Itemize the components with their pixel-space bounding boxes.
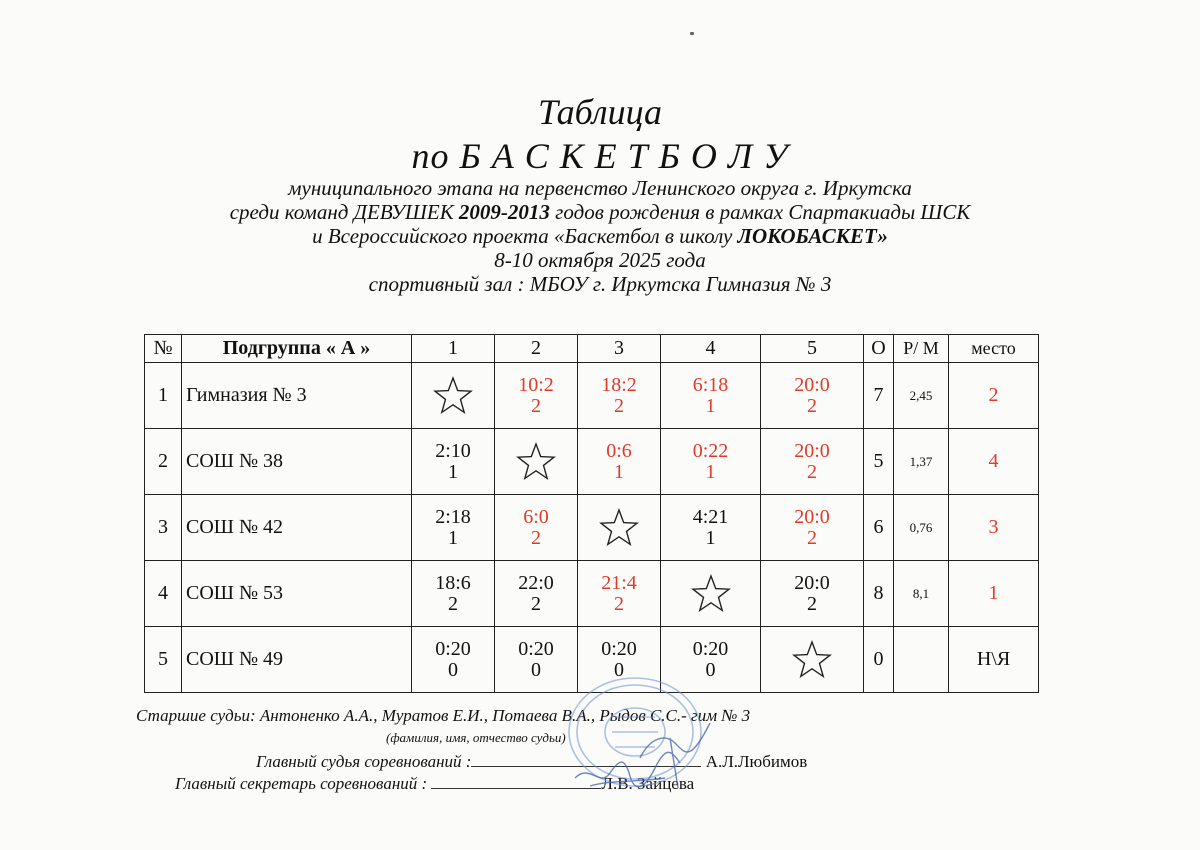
table-body — [145, 363, 1039, 693]
doc-title: Таблица — [537, 92, 663, 132]
score-ratio: 8,1 — [894, 561, 949, 627]
match-points: 2 — [531, 592, 541, 615]
match-score: 20:0 — [794, 439, 830, 462]
match-points: 1 — [448, 460, 458, 483]
header-col-1: 1 — [412, 335, 495, 363]
match-score: 0:20 — [518, 637, 554, 660]
match-points: 2 — [807, 460, 817, 483]
row-num: 2 — [145, 429, 182, 495]
subtitle-line-3: и Всероссийского проекта «Баскетбол в школу ЛОКОБАСКЕТ» — [312, 224, 888, 248]
match-points: 1 — [614, 460, 624, 483]
table-row — [145, 561, 1039, 627]
speck — [690, 32, 694, 35]
match-points: 2 — [614, 592, 624, 615]
match-result-cell — [578, 561, 661, 627]
match-result-cell — [578, 363, 661, 429]
table-row — [145, 429, 1039, 495]
match-result-cell — [412, 627, 495, 693]
match-score: 0:6 — [606, 439, 632, 462]
score-ratio: 0,76 — [894, 495, 949, 561]
match-points: 1 — [448, 526, 458, 549]
senior-judges-line: Старшие судьи: Антоненко А.А., Муратов Е.И., Потаева В.А., Рыдов С.С.- гим № 3 — [136, 706, 751, 725]
total-points: 0 — [864, 627, 894, 693]
total-points: 8 — [864, 561, 894, 627]
star-icon — [516, 442, 556, 482]
match-result-cell — [495, 363, 578, 429]
self-match-cell — [578, 495, 661, 561]
match-score: 2:10 — [435, 439, 471, 462]
match-score: 21:4 — [601, 571, 637, 594]
match-score: 4:21 — [692, 505, 729, 528]
table-row — [145, 495, 1039, 561]
final-place: 4 — [949, 429, 1039, 495]
match-points: 0 — [705, 658, 716, 681]
dates-line: 8-10 октября 2025 года — [494, 248, 706, 272]
match-score: 22:0 — [518, 571, 554, 594]
match-result-cell — [761, 561, 864, 627]
match-points: 2 — [807, 526, 817, 549]
match-result-cell — [761, 429, 864, 495]
row-num: 3 — [145, 495, 182, 561]
team-name: СОШ № 49 — [182, 627, 412, 693]
match-result-cell — [761, 363, 864, 429]
team-name: СОШ № 42 — [182, 495, 412, 561]
match-score: 6:18 — [692, 373, 729, 396]
team-name: СОШ № 53 — [182, 561, 412, 627]
score-ratio — [894, 627, 949, 693]
final-place: Н\Я — [949, 627, 1039, 693]
match-result-cell — [661, 429, 761, 495]
signature — [570, 718, 720, 798]
match-result-cell — [761, 495, 864, 561]
self-match-cell — [761, 627, 864, 693]
star-icon — [433, 376, 473, 416]
match-result-cell — [578, 429, 661, 495]
header-num: № — [145, 335, 182, 363]
header-ratio: Р/ М — [894, 335, 949, 363]
match-points: 0 — [614, 658, 624, 681]
header-col-4: 4 — [661, 335, 761, 363]
judges-note: (фамилия, имя, отчество судьи) — [386, 730, 566, 745]
star-icon — [792, 640, 832, 680]
venue-line: спортивный зал : МБОУ г. Иркутска Гимназия № 3 — [368, 272, 832, 296]
match-points: 2 — [448, 592, 458, 615]
header-col-3: 3 — [578, 335, 661, 363]
subtitle-line-1: муниципального этапа на первенство Ленинского округа г. Иркутска — [288, 176, 912, 200]
match-points: 1 — [705, 394, 716, 417]
final-place: 3 — [949, 495, 1039, 561]
match-result-cell — [661, 495, 761, 561]
match-points: 2 — [614, 394, 624, 417]
match-points: 2 — [807, 394, 817, 417]
match-points: 2 — [531, 526, 541, 549]
header-col-2: 2 — [495, 335, 578, 363]
match-points: 1 — [705, 460, 716, 483]
chief-secretary-line: Главный секретарь соревнований : Л.В. Зайцева — [175, 774, 695, 793]
standings-table — [144, 334, 1039, 693]
match-score: 0:20 — [601, 637, 637, 660]
final-place: 1 — [949, 561, 1039, 627]
team-name: СОШ № 38 — [182, 429, 412, 495]
match-score: 6:0 — [523, 505, 549, 528]
match-result-cell — [661, 363, 761, 429]
match-result-cell — [495, 561, 578, 627]
match-points: 0 — [531, 658, 541, 681]
match-points: 0 — [448, 658, 458, 681]
final-place: 2 — [949, 363, 1039, 429]
match-points: 1 — [705, 526, 716, 549]
header-col-5: 5 — [761, 335, 864, 363]
match-score: 2:18 — [435, 505, 471, 528]
match-score: 18:6 — [435, 571, 471, 594]
match-score: 20:0 — [794, 373, 830, 396]
chief-judge-line: Главный судья соревнований : А.Л.Любимов — [256, 752, 808, 771]
row-num: 4 — [145, 561, 182, 627]
star-icon — [691, 574, 731, 614]
header-group: Подгруппа « А » — [182, 335, 412, 363]
match-points: 2 — [531, 394, 541, 417]
row-num: 5 — [145, 627, 182, 693]
team-name: Гимназия № 3 — [182, 363, 412, 429]
star-icon — [599, 508, 639, 548]
total-points: 6 — [864, 495, 894, 561]
score-ratio: 1,37 — [894, 429, 949, 495]
match-result-cell — [412, 561, 495, 627]
match-score: 20:0 — [794, 571, 830, 594]
match-points: 2 — [807, 592, 817, 615]
self-match-cell — [661, 561, 761, 627]
doc-sport: по Б А С К Е Т Б О Л У — [411, 136, 789, 176]
score-ratio: 2,45 — [894, 363, 949, 429]
match-score: 18:2 — [601, 373, 637, 396]
total-points: 7 — [864, 363, 894, 429]
match-result-cell — [412, 429, 495, 495]
match-score: 10:2 — [518, 373, 554, 396]
self-match-cell — [495, 429, 578, 495]
match-result-cell — [495, 495, 578, 561]
match-result-cell — [412, 495, 495, 561]
subtitle-line-2: среди команд ДЕВУШЕК 2009-2013 годов рождения в рамках Спартакиады ШСК — [229, 200, 971, 224]
header-place: место — [949, 335, 1039, 363]
table-header-row — [145, 335, 1039, 363]
header-points: О — [864, 335, 894, 363]
table-row — [145, 363, 1039, 429]
match-score: 0:20 — [435, 637, 471, 660]
row-num: 1 — [145, 363, 182, 429]
total-points: 5 — [864, 429, 894, 495]
self-match-cell — [412, 363, 495, 429]
match-score: 0:22 — [692, 439, 729, 462]
match-score: 0:20 — [692, 637, 729, 660]
match-score: 20:0 — [794, 505, 830, 528]
